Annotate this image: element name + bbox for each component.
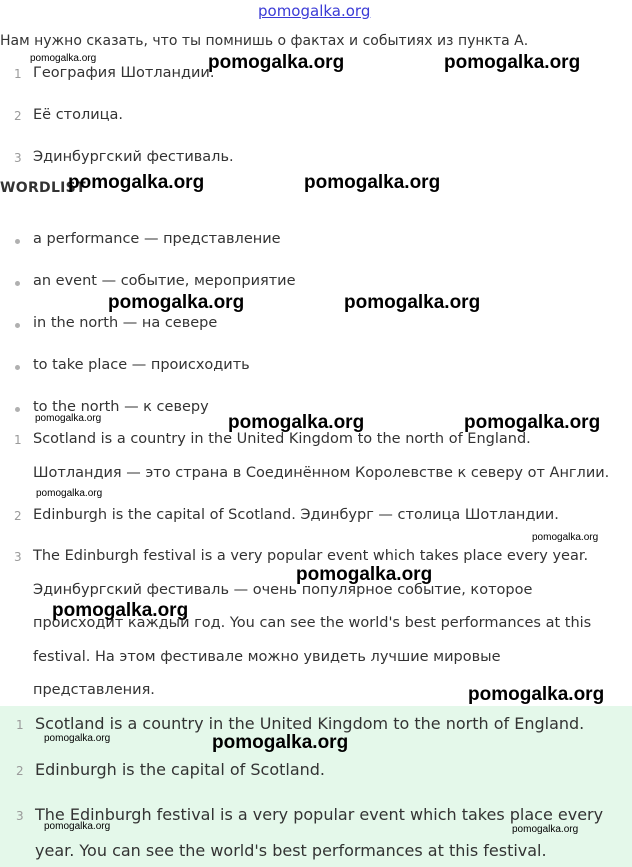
wordlist-item: in the north — на севере [33,315,218,331]
translation-line: Edinburgh is the capital of Scotland. Эдинбург — столица Шотландии. [33,507,559,523]
watermark: pomogalka.org [304,172,441,193]
watermark: pomogalka.org [36,488,103,499]
watermark: pomogalka.org [464,412,601,433]
translation-line: представления. [33,682,155,698]
wordlist-item: an event — событие, мероприятие [33,273,296,289]
watermark: pomogalka.org [296,564,433,585]
watermark: pomogalka.org [512,824,579,835]
translation-line: The Edinburgh festival is a very popular event which takes place every year. [33,548,589,564]
translation-number: 1 [14,433,22,447]
translation-line: Scotland is a country in the United Kingdom to the north of England. [33,431,531,447]
fact-text: География Шотландии. [33,65,215,81]
watermark: pomogalka.org [212,732,349,753]
answer-number: 2 [16,764,24,778]
answer-line: Edinburgh is the capital of Scotland. [35,760,326,779]
site-title-link[interactable]: pomogalka.org [258,2,371,20]
watermark: pomogalka.org [30,53,97,64]
translation-line: Эдинбургский фестиваль — очень популярное событие, которое [33,582,533,598]
translation-number: 3 [14,550,22,564]
watermark: pomogalka.org [228,412,365,433]
wordlist-item: to take place — происходить [33,357,250,373]
watermark: pomogalka.org [532,532,599,543]
bullet-icon [15,239,20,244]
answer-number: 3 [16,809,24,823]
watermark: pomogalka.org [108,292,245,313]
translation-line: festival. На этом фестивале можно увидеть лучшие мировые [33,649,501,665]
watermark: pomogalka.org [35,413,102,424]
fact-text: Эдинбургский фестиваль. [33,149,234,165]
wordlist-item: to the north — к северу [33,399,209,415]
intro-text: Нам нужно сказать, что ты помнишь о фактах и событиях из пункта А. [0,33,529,49]
bullet-icon [15,323,20,328]
watermark: pomogalka.org [68,172,205,193]
translation-line: Шотландия — это страна в Соединённом Королевстве к северу от Англии. [33,465,610,481]
wordlist-heading: WORDLIST [0,180,86,196]
bullet-icon [15,365,20,370]
fact-number: 2 [14,109,22,123]
watermark: pomogalka.org [344,292,481,313]
bullet-icon [15,407,20,412]
wordlist-item: a performance — представление [33,231,281,247]
watermark: pomogalka.org [44,733,111,744]
translation-line: происходит каждый год. You can see the world's best performances at this [33,615,592,631]
bullet-icon [15,281,20,286]
watermark: pomogalka.org [468,684,605,705]
translation-number: 2 [14,509,22,523]
watermark: pomogalka.org [52,600,189,621]
fact-number: 3 [14,151,22,165]
answer-number: 1 [16,718,24,732]
watermark: pomogalka.org [44,821,111,832]
fact-number: 1 [14,67,22,81]
watermark: pomogalka.org [208,52,345,73]
watermark: pomogalka.org [444,52,581,73]
answer-line: year. You can see the world's best performances at this festival. [35,841,547,860]
answer-line: The Edinburgh festival is a very popular event which takes place every [35,805,604,824]
answer-line: Scotland is a country in the United Kingdom to the north of England. [35,714,585,733]
fact-text: Её столица. [33,107,124,123]
